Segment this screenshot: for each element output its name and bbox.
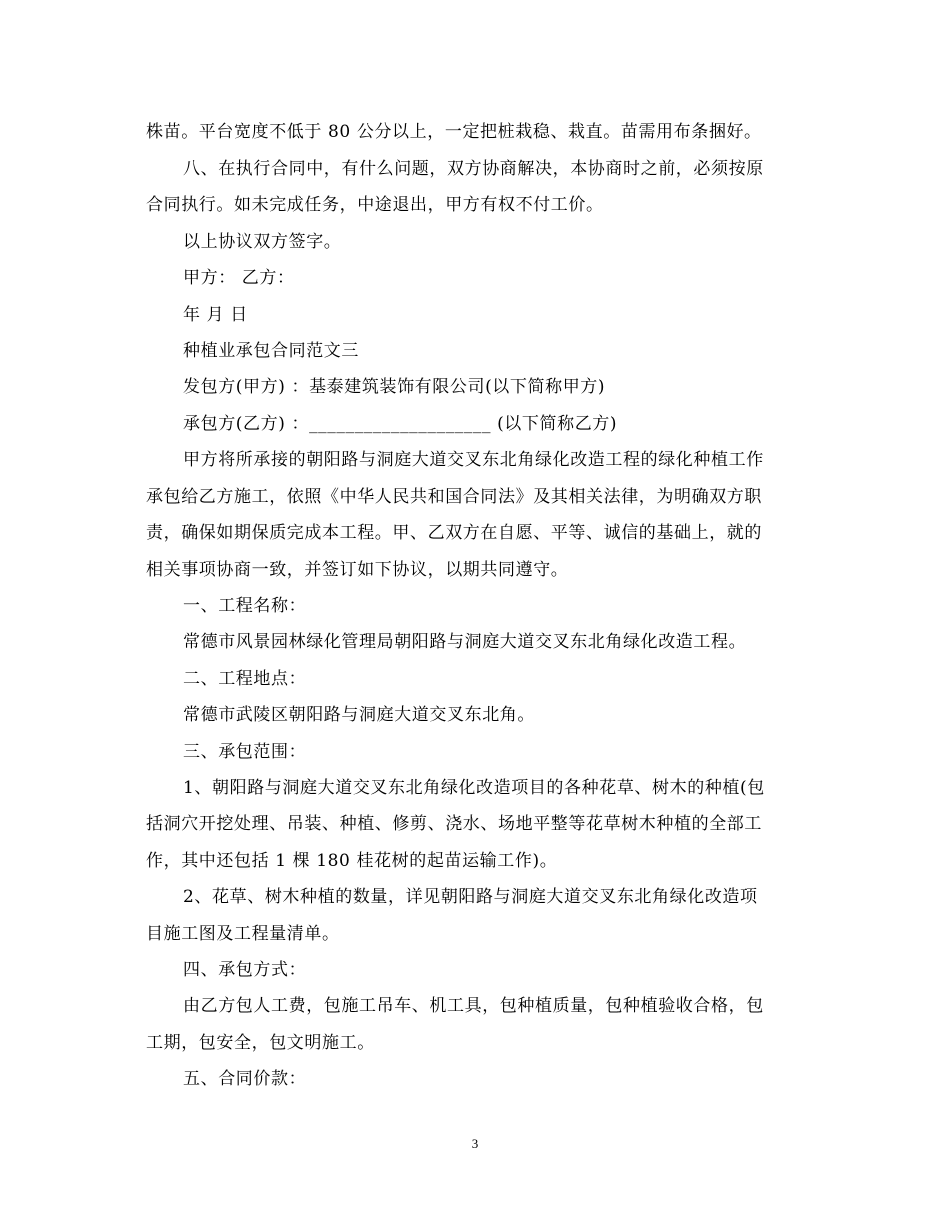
section-heading: 三、承包范围： (183, 742, 307, 762)
section-title: 种植业承包合同范文三 (183, 341, 359, 361)
text-line: 作，其中还包括 1 棵 180 桂花树的起苗运输工作)。 (146, 851, 558, 871)
section-heading: 一、工程名称： (183, 596, 307, 616)
text-line: 相关事项协商一致，并签订如下协议，以期共同遵守。 (146, 560, 569, 580)
text-line: 年 月 日 (183, 305, 248, 325)
section-heading: 四、承包方式： (183, 960, 307, 980)
text-line: 甲方： 乙方： (183, 268, 295, 288)
text-line: 承包给乙方施工，依照《中华人民共和国合同法》及其相关法律，为明确双方职 (146, 487, 762, 507)
text-line: 2、花草、树木种植的数量，详见朝阳路与洞庭大道交叉东北角绿化改造项 (183, 887, 758, 907)
text-line: 责，确保如期保质完成本工程。甲、乙双方在自愿、平等、诚信的基础上，就的 (146, 523, 762, 543)
page-number: 3 (471, 1136, 479, 1151)
text-line: 合同执行。如未完成任务，中途退出，甲方有权不付工价。 (146, 195, 604, 215)
section-heading: 二、工程地点： (183, 669, 307, 689)
text-line: 以上协议双方签字。 (183, 232, 342, 252)
text-line: 1、朝阳路与洞庭大道交叉东北角绿化改造项目的各种花草、树木的种植(包 (183, 778, 765, 798)
text-line: 括洞穴开挖处理、吊装、种植、修剪、浇水、场地平整等花草树木种植的全部工 (146, 814, 762, 834)
text-line: 承包方(乙方) ：____________________ (以下简称乙方) (183, 414, 618, 434)
text-line: 常德市风景园林绿化管理局朝阳路与洞庭大道交叉东北角绿化改造工程。 (183, 632, 747, 652)
text-line: 由乙方包人工费，包施工吊车、机工具，包种植质量，包种植验收合格，包 (183, 996, 764, 1016)
text-line: 甲方将所承接的朝阳路与洞庭大道交叉东北角绿化改造工程的绿化种植工作 (183, 450, 764, 470)
text-line: 常德市武陵区朝阳路与洞庭大道交叉东北角。 (183, 705, 535, 725)
text-line: 工期，包安全，包文明施工。 (146, 1033, 375, 1053)
text-line: 八、在执行合同中，有什么问题，双方协商解决，本协商时之前，必须按原 (183, 159, 764, 179)
text-line: 株苗。平台宽度不低于 80 公分以上，一定把桩栽稳、栽直。苗需用布条捆好。 (146, 122, 762, 142)
section-heading: 五、合同价款： (183, 1069, 307, 1089)
text-line: 目施工图及工程量清单。 (146, 924, 340, 944)
text-line: 发包方(甲方) ：基泰建筑装饰有限公司(以下简称甲方) (183, 377, 606, 397)
